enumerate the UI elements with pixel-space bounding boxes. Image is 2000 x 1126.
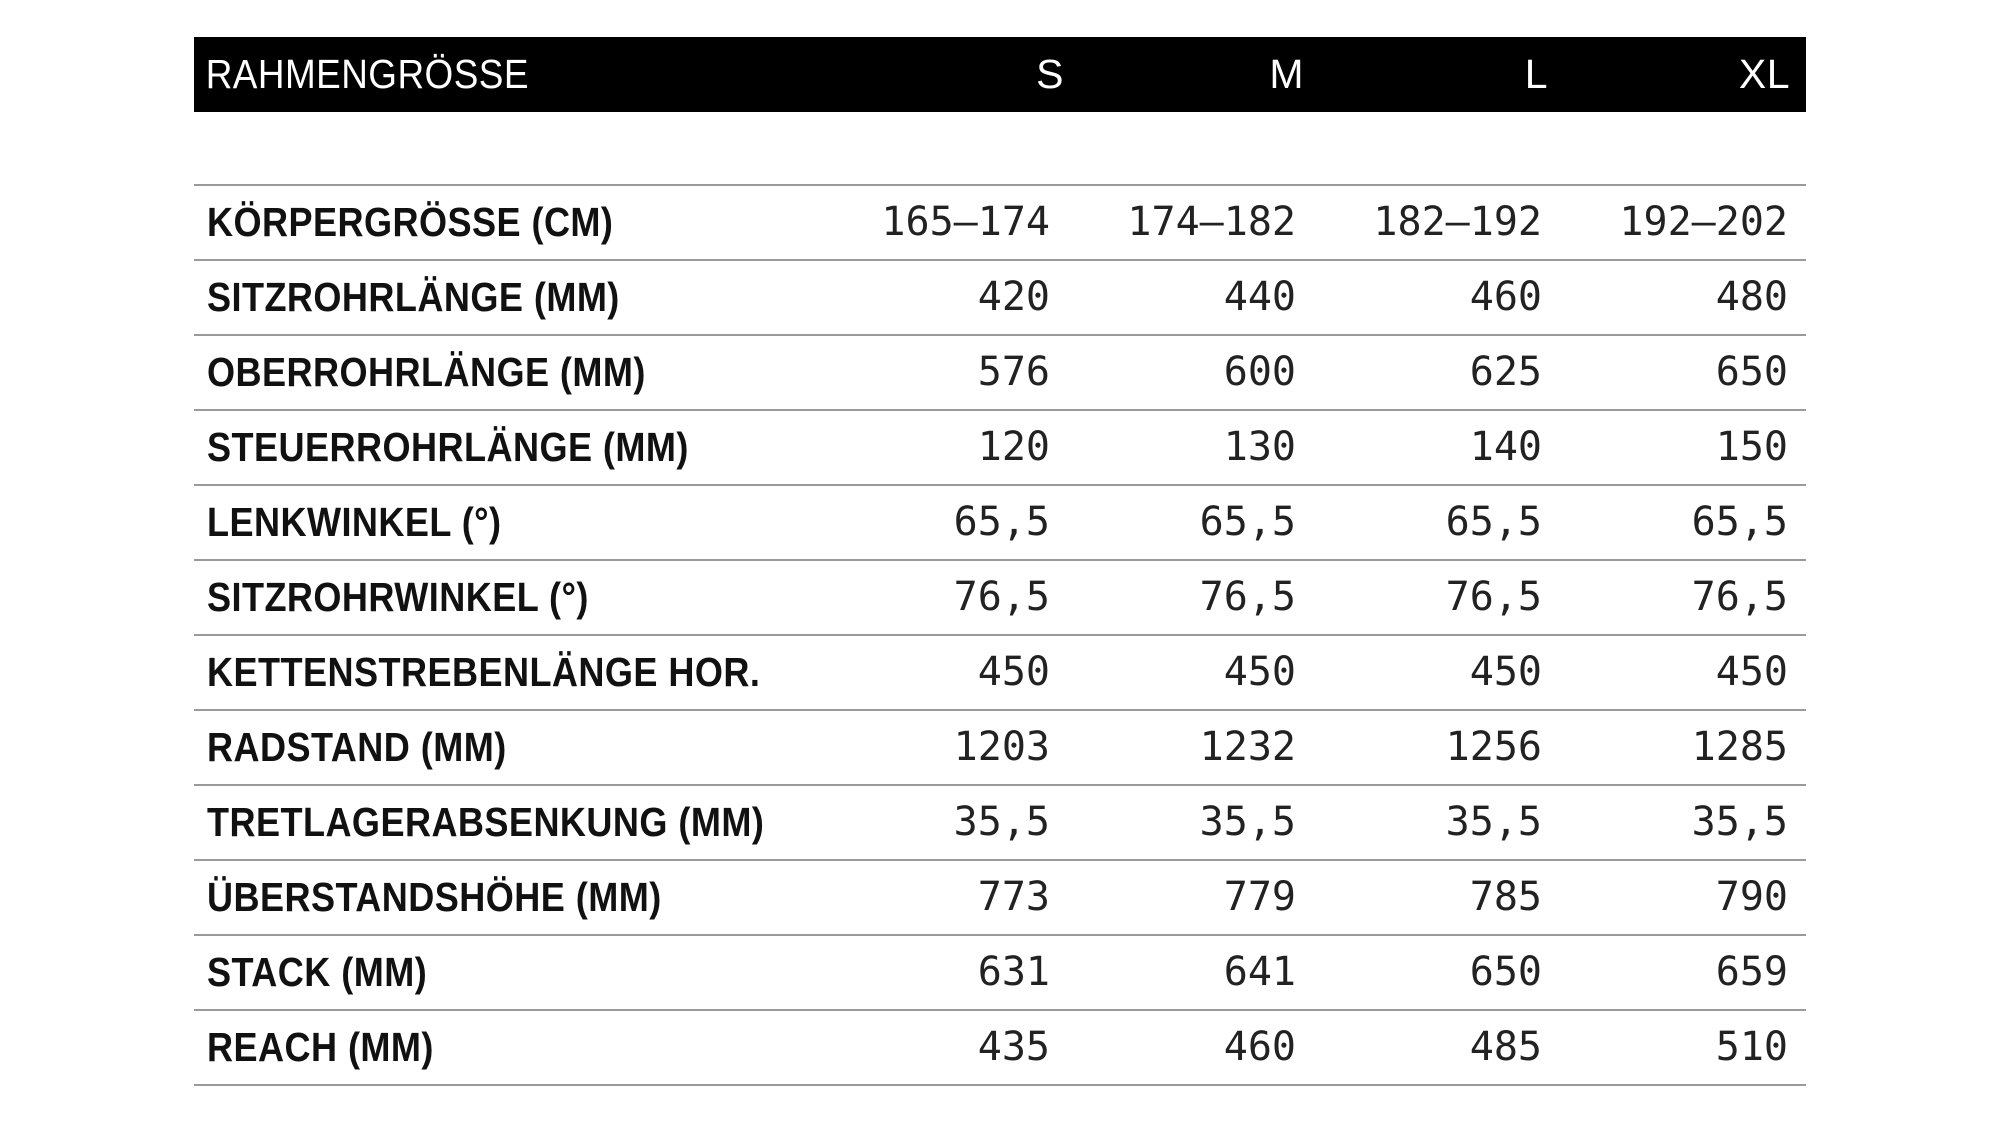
header-size-s: S [1036, 51, 1064, 97]
table-header [194, 37, 1806, 112]
cell-value-s: 435 [977, 1024, 1050, 1070]
cell-value-l: 76,5 [1445, 574, 1542, 620]
cell-value-m: 460 [1223, 1024, 1296, 1070]
cell-value-m: 174–182 [1127, 199, 1296, 245]
cell-value-xl: 1285 [1691, 724, 1788, 770]
cell-value-l: 140 [1469, 424, 1542, 470]
cell-value-l: 650 [1469, 949, 1542, 995]
header-size-m: M [1269, 51, 1304, 97]
table-row [194, 261, 1806, 336]
cell-value-xl: 450 [1715, 649, 1788, 695]
row-label: STACK (MM) [207, 949, 428, 995]
header-label: RAHMENGRÖSSE [205, 51, 529, 97]
cell-value-s: 35,5 [953, 799, 1050, 845]
cell-value-l: 625 [1469, 349, 1542, 395]
cell-value-l: 35,5 [1445, 799, 1542, 845]
cell-value-l: 65,5 [1445, 499, 1542, 545]
header-spacer [194, 112, 1806, 184]
cell-value-l: 485 [1469, 1024, 1542, 1070]
row-label: ÜBERSTANDSHÖHE (MM) [207, 874, 662, 920]
geometry-table [194, 37, 1806, 1086]
cell-value-s: 76,5 [953, 574, 1050, 620]
header-size-xl: XL [1738, 51, 1790, 97]
cell-value-xl: 65,5 [1691, 499, 1788, 545]
row-label: KETTENSTREBENLÄNGE HOR. [207, 649, 761, 695]
cell-value-m: 779 [1223, 874, 1296, 920]
cell-value-s: 65,5 [953, 499, 1050, 545]
table-row [194, 861, 1806, 936]
cell-value-l: 785 [1469, 874, 1542, 920]
cell-value-xl: 150 [1715, 424, 1788, 470]
row-label: REACH (MM) [207, 1024, 434, 1070]
cell-value-xl: 76,5 [1691, 574, 1788, 620]
cell-value-s: 576 [977, 349, 1050, 395]
cell-value-m: 600 [1223, 349, 1296, 395]
table-row [194, 936, 1806, 1011]
cell-value-xl: 35,5 [1691, 799, 1788, 845]
cell-value-m: 1232 [1199, 724, 1296, 770]
row-label: TRETLAGERABSENKUNG (MM) [207, 799, 765, 845]
cell-value-xl: 510 [1715, 1024, 1788, 1070]
cell-value-m: 450 [1223, 649, 1296, 695]
cell-value-s: 420 [977, 274, 1050, 320]
cell-value-xl: 790 [1715, 874, 1788, 920]
cell-value-s: 631 [977, 949, 1050, 995]
cell-value-m: 641 [1223, 949, 1296, 995]
cell-value-m: 65,5 [1199, 499, 1296, 545]
cell-value-s: 1203 [953, 724, 1050, 770]
table-row [194, 636, 1806, 711]
cell-value-m: 440 [1223, 274, 1296, 320]
table-row [194, 186, 1806, 261]
cell-value-l: 1256 [1445, 724, 1542, 770]
cell-value-s: 165–174 [881, 199, 1050, 245]
cell-value-l: 460 [1469, 274, 1542, 320]
row-label: SITZROHRWINKEL (°) [207, 574, 589, 620]
cell-value-xl: 650 [1715, 349, 1788, 395]
cell-value-l: 182–192 [1373, 199, 1542, 245]
row-label: SITZROHRLÄNGE (MM) [207, 274, 620, 320]
cell-value-s: 120 [977, 424, 1050, 470]
cell-value-m: 130 [1223, 424, 1296, 470]
table-row [194, 411, 1806, 486]
cell-value-s: 450 [977, 649, 1050, 695]
cell-value-m: 35,5 [1199, 799, 1296, 845]
row-label: STEUERROHRLÄNGE (MM) [207, 424, 689, 470]
cell-value-l: 450 [1469, 649, 1542, 695]
table-body [194, 184, 1806, 1086]
cell-value-m: 76,5 [1199, 574, 1296, 620]
table-row [194, 1011, 1806, 1086]
table-row [194, 786, 1806, 861]
cell-value-s: 773 [977, 874, 1050, 920]
table-row [194, 561, 1806, 636]
cell-value-xl: 659 [1715, 949, 1788, 995]
row-label: KÖRPERGRÖSSE (CM) [207, 199, 614, 245]
table-row [194, 486, 1806, 561]
cell-value-xl: 192–202 [1619, 199, 1788, 245]
cell-value-xl: 480 [1715, 274, 1788, 320]
header-size-l: L [1524, 51, 1548, 97]
row-label: LENKWINKEL (°) [207, 499, 502, 545]
table-row [194, 711, 1806, 786]
row-label: RADSTAND (MM) [207, 724, 507, 770]
row-label: OBERROHRLÄNGE (MM) [207, 349, 646, 395]
table-row [194, 336, 1806, 411]
